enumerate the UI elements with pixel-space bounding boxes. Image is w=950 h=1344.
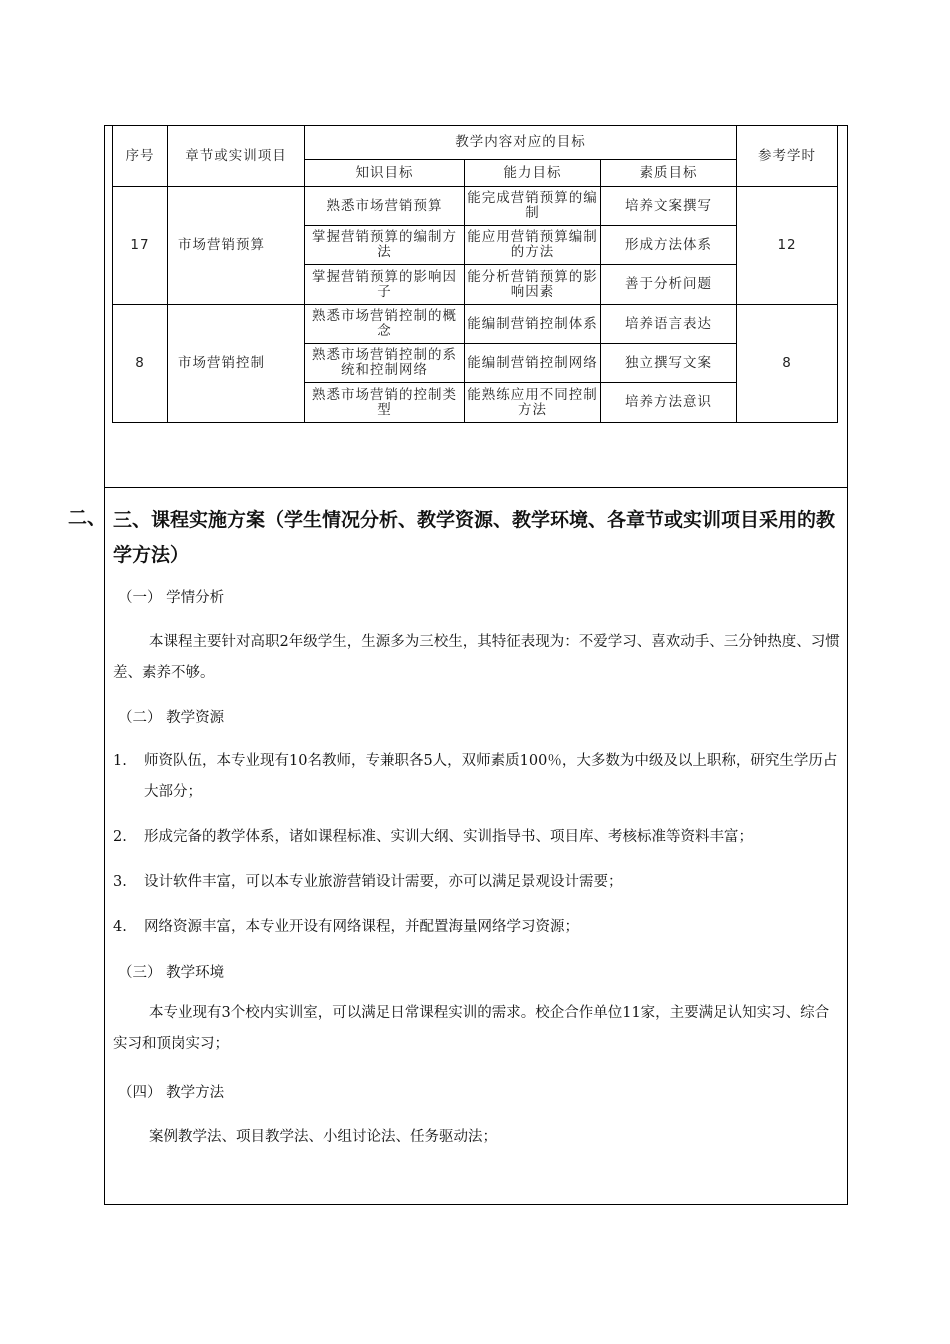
subsection-title-2: （二） 教学资源 [118, 710, 225, 726]
knowledge-cell: 熟悉市场营销控制的概念 [305, 305, 465, 344]
list-item [113, 746, 843, 808]
group-hours: 12 [737, 187, 838, 305]
list-item-text: 形成完备的教学体系，诸如课程标准、实训大纲、实训指导书、项目库、考核标准等资料丰富； [144, 829, 753, 845]
quality-cell: 培养语言表达 [601, 305, 737, 344]
header-goals: 教学内容对应的目标 [305, 126, 737, 160]
table-row [113, 187, 838, 226]
group-chapter: 市场营销预算 [168, 187, 305, 305]
list-item-number: 2. [113, 829, 127, 845]
header-chapter: 章节或实训项目 [168, 126, 305, 187]
list-item-text: 师资队伍，本专业现有10名教师，专兼职各5人，双师素质100％，大多数为中级及以上职称，研究生学历占大部分； [144, 753, 838, 800]
knowledge-cell: 熟悉市场营销的控制类型 [305, 383, 465, 423]
header-hours: 参考学时 [737, 126, 838, 187]
ability-cell: 能编制营销控制体系 [465, 305, 601, 344]
knowledge-cell: 掌握营销预算的影响因子 [305, 265, 465, 305]
subsection-title-4: （四） 教学方法 [118, 1085, 225, 1101]
header-quality: 素质目标 [601, 160, 737, 187]
list-item-number: 3. [113, 874, 127, 890]
quality-cell: 培养文案撰写 [601, 187, 737, 226]
paragraph-teaching-environment: 本专业现有3个校内实训室，可以满足日常课程实训的需求。校企合作单位11家，主要满足认知实习、综合实习和顶岗实习； [113, 1005, 830, 1052]
quality-cell: 善于分析问题 [601, 265, 737, 305]
group-hours: 8 [737, 305, 838, 423]
section-divider [105, 487, 847, 488]
list-item [113, 867, 843, 898]
list-item-number: 1. [113, 753, 127, 769]
section-number: 二、 [68, 507, 107, 529]
subsection-title-3: （三） 教学环境 [118, 965, 225, 981]
list-item [113, 912, 843, 943]
ability-cell: 能完成营销预算的编制 [465, 187, 601, 226]
teaching-goals-table [112, 125, 838, 423]
group-seq: 17 [113, 187, 168, 305]
list-item-text: 设计软件丰富，可以本专业旅游营销设计需要，亦可以满足景观设计需要； [144, 874, 623, 890]
knowledge-cell: 熟悉市场营销预算 [305, 187, 465, 226]
group-chapter: 市场营销控制 [168, 305, 305, 423]
ability-cell: 能熟练应用不同控制方法 [465, 383, 601, 423]
quality-cell: 培养方法意识 [601, 383, 737, 423]
subsection-title-1: （一） 学情分析 [118, 590, 225, 606]
header-knowledge: 知识目标 [305, 160, 465, 187]
knowledge-cell: 熟悉市场营销控制的系统和控制网络 [305, 344, 465, 383]
ability-cell: 能应用营销预算编制的方法 [465, 226, 601, 265]
header-seq: 序号 [113, 126, 168, 187]
table-header-row [113, 126, 838, 160]
group-seq: 8 [113, 305, 168, 423]
list-item-number: 4. [113, 919, 127, 935]
quality-cell: 独立撰写文案 [601, 344, 737, 383]
quality-cell: 形成方法体系 [601, 226, 737, 265]
paragraph-student-analysis: 本课程主要针对高职2年级学生，生源多为三校生，其特征表现为：不爱学习、喜欢动手、三分钟热度、习惯差、素养不够。 [113, 634, 840, 681]
list-item [113, 822, 843, 853]
list-item-text: 网络资源丰富，本专业开设有网络课程，并配置海量网络学习资源； [144, 919, 579, 935]
knowledge-cell: 掌握营销预算的编制方法 [305, 226, 465, 265]
table-row [113, 305, 838, 344]
ability-cell: 能分析营销预算的影响因素 [465, 265, 601, 305]
section-heading: 三、课程实施方案（学生情况分析、教学资源、教学环境、各章节或实训项目采用的教学方法） [113, 509, 836, 566]
ability-cell: 能编制营销控制网络 [465, 344, 601, 383]
paragraph-teaching-methods: 案例教学法、项目教学法、小组讨论法、任务驱动法； [149, 1129, 497, 1145]
header-ability: 能力目标 [465, 160, 601, 187]
